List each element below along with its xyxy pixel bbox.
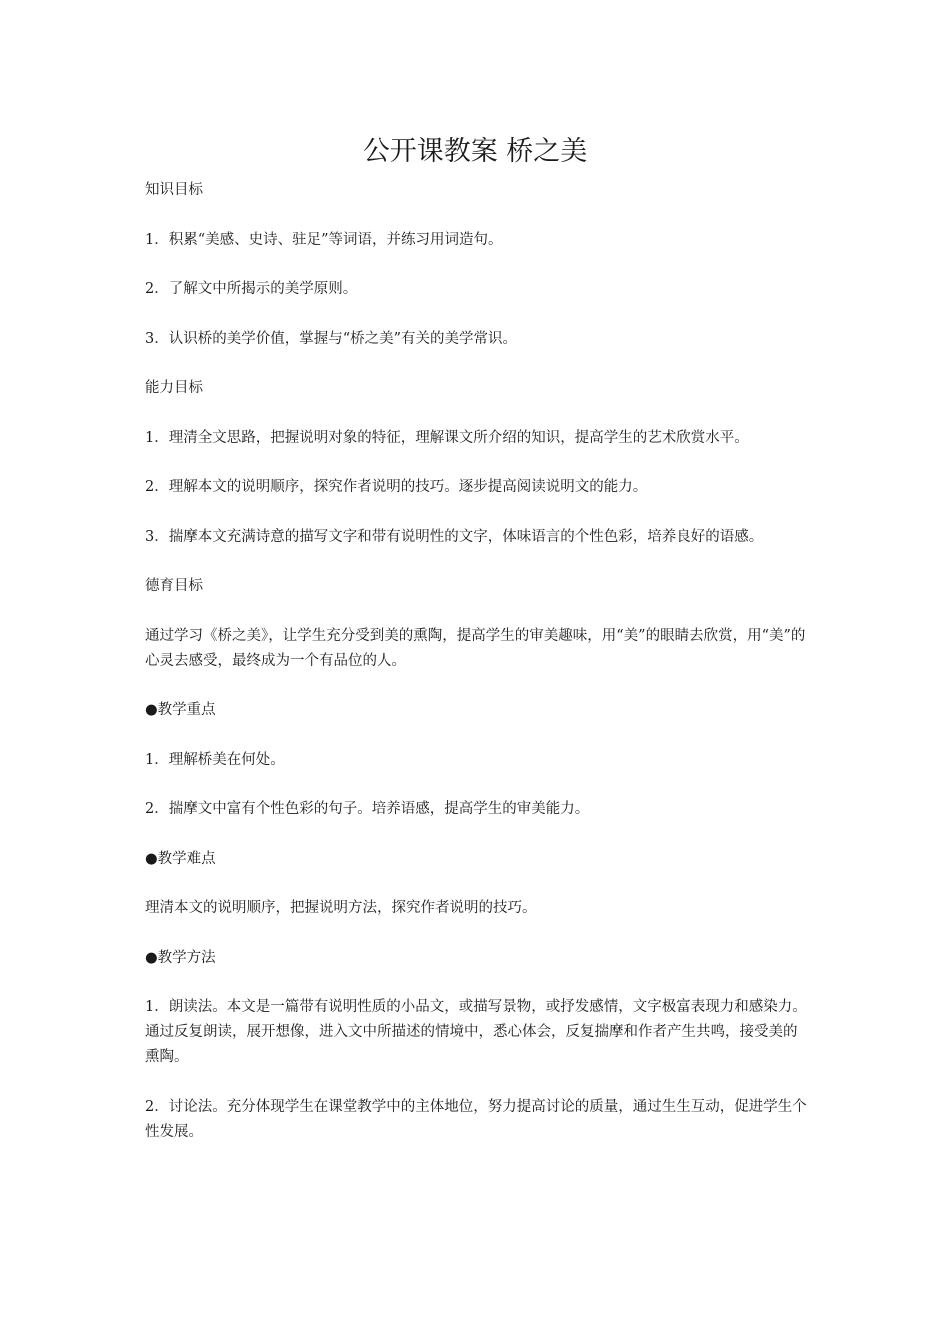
heading-teaching-methods: ●教学方法 [145,949,216,966]
paragraph: 2．了解文中所揭示的美学原则。 [145,281,358,297]
paragraph: 2．揣摩文中富有个性色彩的句子。培养语感，提高学生的审美能力。 [145,801,590,817]
paragraph: 2．理解本文的说明顺序，探究作者说明的技巧。逐步提高阅读说明文的能力。 [145,479,648,495]
paragraph: 3．揣摩本文充满诗意的描写文字和带有说明性的文字，体味语言的个性色彩，培养良好的语感。 [145,528,764,545]
paragraph: 2．讨论法。充分体现学生在课堂教学中的主体地位，努力提高讨论的质量，通过生生互动，促进学生个性发展。 [145,1098,807,1140]
paragraph: 理清本文的说明顺序，把握说明方法，探究作者说明的技巧。 [145,900,537,916]
paragraph: 1．积累“美感、史诗、驻足”等词语，并练习用词造句。 [145,231,503,248]
heading-teaching-difficulty: ●教学难点 [145,850,216,867]
paragraph: 1．朗读法。本文是一篇带有说明性质的小品文，或描写景物，或抒发感情，文字极富表现力和感染力。通过反复朗读，展开想像，进入文中所描述的情境中，悉心体会，反复揣摩和作者产生共鸣，接受美的熏陶。 [145,999,807,1065]
paragraph: 通过学习《桥之美》，让学生充分受到美的熏陶，提高学生的审美趣味，用“美”的眼睛去欣赏，用“美”的心灵去感受，最终成为一个有品位的人。 [145,627,806,669]
heading-knowledge-goals: 知识目标 [145,182,203,198]
heading-ability-goals: 能力目标 [145,380,203,396]
paragraph: 3．认识桥的美学价值，掌握与“桥之美”有关的美学常识。 [145,330,518,347]
document-body [145,178,810,1145]
paragraph: 1．理清全文思路，把握说明对象的特征，理解课文所介绍的知识，提高学生的艺术欣赏水平。 [145,429,749,446]
heading-teaching-focus: ●教学重点 [145,702,216,718]
page-title: 公开课教案 桥之美 [362,136,588,167]
heading-moral-goals: 德育目标 [145,578,203,594]
paragraph: 1．理解桥美在何处。 [145,751,285,768]
